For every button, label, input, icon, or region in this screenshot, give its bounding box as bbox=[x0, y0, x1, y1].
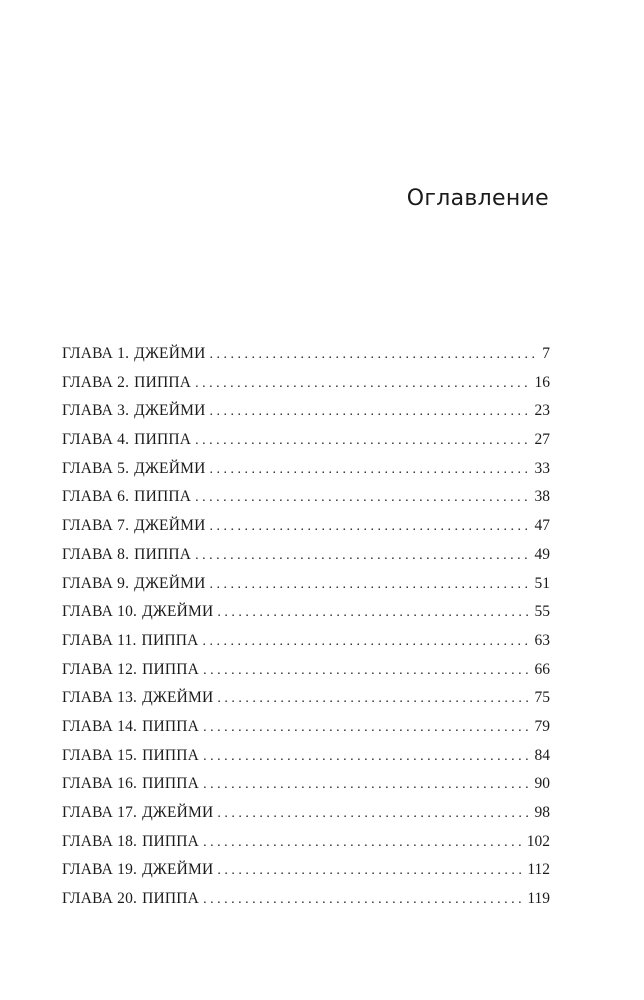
toc-dot-leader bbox=[203, 829, 523, 858]
toc-dot-leader bbox=[217, 685, 530, 714]
toc-chapter-number: ГЛАВА 15. bbox=[62, 746, 138, 764]
toc-chapter-name: ПИППА bbox=[134, 545, 192, 563]
toc-chapter-number: ГЛАВА 2. bbox=[62, 373, 130, 391]
toc-entry[interactable] bbox=[62, 455, 550, 484]
toc-chapter-name: ПИППА bbox=[134, 488, 192, 506]
toc-chapter-name: ДЖЕЙМИ bbox=[142, 603, 214, 621]
toc-entry[interactable] bbox=[62, 656, 550, 685]
toc-dot-leader bbox=[209, 398, 530, 427]
toc-dot-leader bbox=[217, 800, 530, 829]
toc-page-number: 66 bbox=[534, 660, 550, 678]
toc-dot-leader bbox=[209, 513, 530, 542]
toc-dot-leader bbox=[217, 599, 530, 628]
toc-dot-leader bbox=[203, 628, 531, 657]
toc-page-number: 51 bbox=[534, 574, 550, 592]
toc-entry[interactable] bbox=[62, 828, 550, 857]
toc-page-number: 112 bbox=[527, 861, 550, 879]
toc-page-number: 119 bbox=[527, 890, 550, 908]
toc-page-number: 63 bbox=[534, 631, 550, 649]
toc-chapter-name: ПИППА bbox=[134, 373, 192, 391]
toc-page-number: 49 bbox=[534, 545, 550, 563]
toc-chapter-name: ДЖЕЙМИ bbox=[142, 689, 214, 707]
toc-entry[interactable] bbox=[62, 570, 550, 599]
toc-page-number: 90 bbox=[534, 775, 550, 793]
toc-page-number: 33 bbox=[534, 459, 550, 477]
toc-dot-leader bbox=[203, 886, 523, 915]
toc-chapter-number: ГЛАВА 20. bbox=[62, 890, 138, 908]
toc-chapter-number: ГЛАВА 8. bbox=[62, 545, 130, 563]
toc-entry[interactable] bbox=[62, 397, 550, 426]
toc-chapter-number: ГЛАВА 10. bbox=[62, 603, 138, 621]
toc-dot-leader bbox=[203, 657, 530, 686]
page-title: Оглавление bbox=[406, 186, 549, 211]
toc-page-number: 84 bbox=[534, 746, 550, 764]
toc-entry[interactable] bbox=[62, 770, 550, 799]
toc-dot-leader bbox=[195, 427, 530, 456]
toc-dot-leader bbox=[209, 571, 530, 600]
toc-chapter-name: ПИППА bbox=[134, 431, 192, 449]
toc-chapter-name: ДЖЕЙМИ bbox=[134, 345, 206, 362]
table-of-contents bbox=[62, 340, 550, 914]
toc-page-number: 98 bbox=[534, 804, 550, 821]
toc-dot-leader bbox=[195, 484, 530, 513]
toc-chapter-name: ДЖЕЙМИ bbox=[142, 804, 214, 821]
toc-entry[interactable] bbox=[62, 512, 550, 541]
toc-chapter-name: ДЖЕЙМИ bbox=[134, 517, 206, 535]
toc-chapter-name: ПИППА bbox=[142, 660, 200, 678]
toc-page-number: 102 bbox=[526, 832, 550, 850]
toc-chapter-name: ПИППА bbox=[142, 832, 200, 850]
toc-chapter-name: ПИППА bbox=[142, 746, 200, 764]
toc-chapter-name: ПИППА bbox=[142, 890, 200, 908]
toc-dot-leader bbox=[217, 857, 523, 886]
toc-chapter-number: ГЛАВА 9. bbox=[62, 574, 130, 592]
toc-chapter-number: ГЛАВА 11. bbox=[62, 631, 137, 649]
toc-entry[interactable] bbox=[62, 799, 550, 828]
toc-page-number: 47 bbox=[534, 517, 550, 535]
toc-entry[interactable] bbox=[62, 541, 550, 570]
toc-dot-leader bbox=[195, 370, 530, 399]
toc-chapter-name: ДЖЕЙМИ bbox=[142, 861, 214, 879]
toc-page-number: 75 bbox=[534, 689, 550, 707]
toc-page-number: 7 bbox=[542, 345, 550, 362]
toc-entry[interactable] bbox=[62, 856, 550, 885]
toc-entry[interactable] bbox=[62, 713, 550, 742]
toc-chapter-number: ГЛАВА 17. bbox=[62, 804, 138, 821]
toc-entry[interactable] bbox=[62, 684, 550, 713]
toc-entry[interactable] bbox=[62, 340, 550, 369]
toc-entry[interactable] bbox=[62, 483, 550, 512]
toc-page-number: 23 bbox=[534, 402, 550, 420]
toc-chapter-number: ГЛАВА 7. bbox=[62, 517, 130, 535]
toc-dot-leader bbox=[209, 456, 530, 485]
toc-chapter-number: ГЛАВА 6. bbox=[62, 488, 130, 506]
toc-chapter-number: ГЛАВА 12. bbox=[62, 660, 138, 678]
toc-page-number: 55 bbox=[534, 603, 550, 621]
toc-page-number: 16 bbox=[534, 373, 550, 391]
toc-entry[interactable] bbox=[62, 742, 550, 771]
toc-entry[interactable] bbox=[62, 369, 550, 398]
toc-page-number: 38 bbox=[534, 488, 550, 506]
toc-chapter-name: ДЖЕЙМИ bbox=[134, 459, 206, 477]
toc-entry[interactable] bbox=[62, 598, 550, 627]
toc-dot-leader bbox=[203, 714, 530, 743]
toc-chapter-number: ГЛАВА 3. bbox=[62, 402, 130, 420]
toc-chapter-number: ГЛАВА 13. bbox=[62, 689, 138, 707]
toc-chapter-name: ПИППА bbox=[142, 717, 200, 735]
toc-chapter-number: ГЛАВА 18. bbox=[62, 832, 138, 850]
toc-chapter-name: ДЖЕЙМИ bbox=[134, 402, 206, 420]
toc-entry[interactable] bbox=[62, 627, 550, 656]
toc-dot-leader bbox=[209, 341, 538, 370]
toc-chapter-name: ПИППА bbox=[142, 775, 200, 793]
toc-chapter-number: ГЛАВА 4. bbox=[62, 431, 130, 449]
toc-entry[interactable] bbox=[62, 885, 550, 914]
toc-chapter-number: ГЛАВА 16. bbox=[62, 775, 138, 793]
toc-chapter-number: ГЛАВА 19. bbox=[62, 861, 138, 879]
toc-page-number: 79 bbox=[534, 717, 550, 735]
toc-dot-leader bbox=[203, 743, 530, 772]
toc-dot-leader bbox=[195, 542, 530, 571]
toc-chapter-number: ГЛАВА 5. bbox=[62, 459, 130, 477]
toc-chapter-name: ПИППА bbox=[141, 631, 199, 649]
toc-chapter-name: ДЖЕЙМИ bbox=[134, 574, 206, 592]
toc-chapter-number: ГЛАВА 14. bbox=[62, 717, 138, 735]
toc-chapter-number: ГЛАВА 1. bbox=[62, 345, 130, 362]
toc-dot-leader bbox=[203, 771, 530, 800]
toc-page-number: 27 bbox=[534, 431, 550, 449]
toc-entry[interactable] bbox=[62, 426, 550, 455]
